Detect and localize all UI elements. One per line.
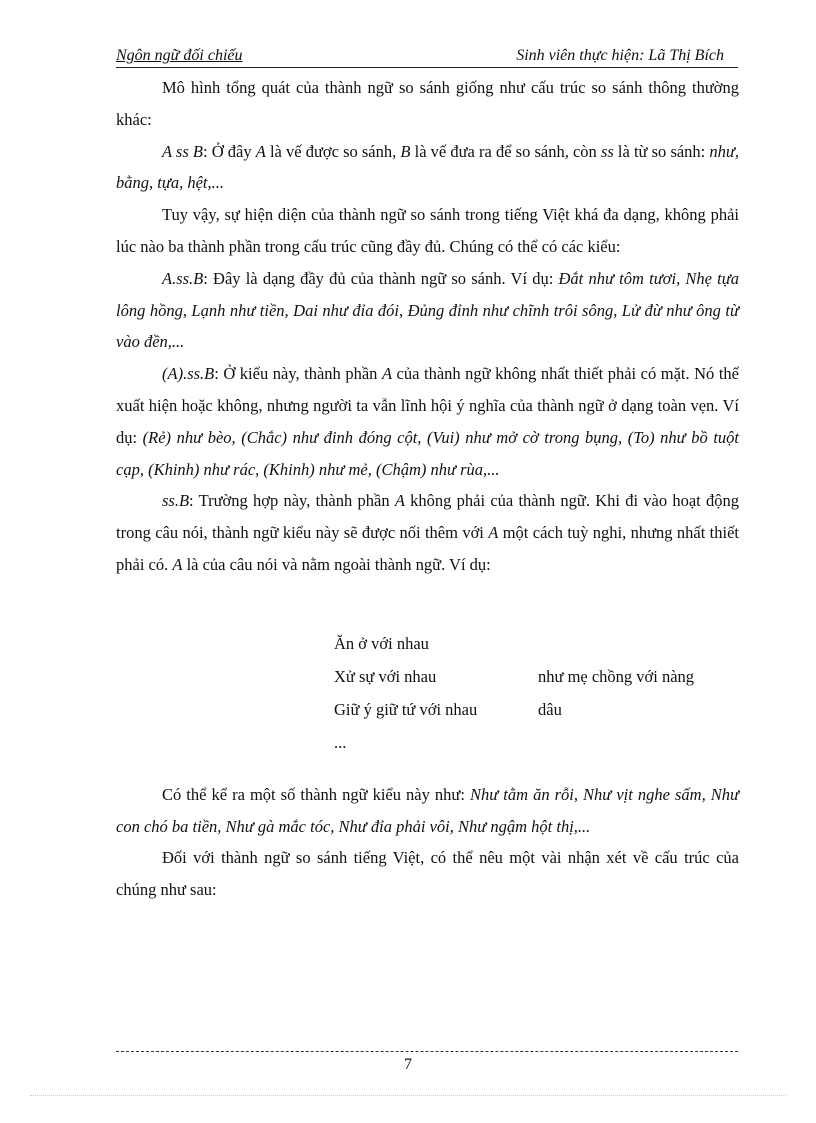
examples: (Rẻ) như bèo, (Chắc) như đinh đóng cột, (Vui) như mở cờ trong bụng, (To) như bồ tuột cạp, (Khinh) như rác, (Khinh) như mẻ, (Chậm) như rùa,...: [116, 427, 739, 479]
verse-left-column: [334, 627, 477, 759]
formula: ss.B: [162, 491, 190, 511]
verse-line: như mẹ chồng với nàng: [538, 666, 695, 686]
page-header: [116, 47, 738, 68]
page-edge-divider: [30, 1095, 786, 1096]
verse-line: Ăn ở với nhau: [334, 633, 429, 653]
verse-line: Giữ ý giữ tứ với nhau: [334, 699, 478, 719]
footer-divider: [116, 1051, 738, 1052]
comparison-words: như, bằng, tựa, hệt,...: [116, 141, 740, 193]
example-verse: [334, 627, 739, 779]
paragraph-optional-a: (A).ss.B: Ở kiểu này, thành phần A của thành ngữ không nhất thiết phải có mặt. Nó thể xuất hiện hoặc không, nhưng người ta vẫn lĩnh hội ý nghĩa của thành ngữ ở dạng toàn vẹn. Ví dụ: (Rẻ) như bèo, (Chắc) như đinh đóng cột, (Vui) như mở cờ trong bụng, (To) như bồ tuột cạp, (Khinh) như rác, (Khinh) như mẻ, (Chậm) như rùa,...: [116, 364, 739, 479]
formula: (A).ss.B: [162, 364, 215, 384]
paragraph-full-form: A.ss.B: Đây là dạng đầy đủ của thành ngữ so sánh. Ví dụ: Đắt như tôm tươi, Nhẹ tựa lông hồng, Lạnh như tiền, Dai như đỉa đói, Đủng đỉnh như chĩnh trôi sông, Lử đừ như ông từ vào đền,...: [116, 268, 740, 352]
verse-line: dâu: [538, 699, 562, 719]
header-course-title: Ngôn ngữ đối chiếu: [116, 47, 243, 64]
paragraph-diversity: Tuy vậy, sự hiện diện của thành ngữ so sánh trong tiếng Việt khá đa dạng, không phải lúc nào ba thành phần trong cấu trúc cũng đầy đủ. Chúng có thể có các kiểu:: [116, 205, 739, 256]
paragraph-ss-b: ss.B: Trường hợp này, thành phần A không phải của thành ngữ. Khi đi vào hoạt động trong câu nói, thành ngữ kiểu này sẽ được nối thêm với A một cách tuỳ nghi, nhưng nhất thiết phải có. A là của câu nói và nằm ngoài thành ngữ. Ví dụ:: [116, 491, 740, 574]
document-body: [116, 72, 739, 906]
header-student-name: Sinh viên thực hiện: Lã Thị Bích: [516, 47, 724, 64]
paragraph-examples-list: Có thể kể ra một số thành ngữ kiểu này như: Như tằm ăn rỗi, Như vịt nghe sấm, Như con chó ba tiền, Như gà mắc tóc, Như đỉa phải vôi, Như ngậm hột thị,...: [116, 784, 739, 836]
examples: Đắt như tôm tươi, Nhẹ tựa lông hồng, Lạnh như tiền, Dai như đỉa đói, Đủng đỉnh như chĩnh trôi sông, Lử đừ như ông từ vào đền,...: [116, 268, 740, 352]
verse-line: ...: [334, 732, 347, 752]
examples: Như tằm ăn rỗi, Như vịt nghe sấm, Như con chó ba tiền, Như gà mắc tóc, Như đỉa phải vôi, Như ngậm hột thị,...: [116, 784, 739, 836]
formula: A.ss.B: [162, 268, 204, 288]
paragraph-remarks: Đối với thành ngữ so sánh tiếng Việt, có thể nêu một vài nhận xét về cấu trúc của chúng như sau:: [116, 848, 739, 900]
page-number: 7: [404, 1056, 412, 1073]
verse-right-column: [538, 660, 694, 726]
spacer: [116, 581, 739, 627]
verse-line: Xử sự với nhau: [334, 666, 437, 686]
paragraph-general-model: Mô hình tổng quát của thành ngữ so sánh giống như cấu trúc so sánh thông thường khác:: [116, 78, 739, 129]
paragraph-a-ss-b: A ss B: Ở đây A là vế được so sánh, B là vế đưa ra để so sánh, còn ss là từ so sánh: như, bằng, tựa, hệt,...: [116, 141, 740, 193]
formula: A ss B: [162, 141, 203, 161]
